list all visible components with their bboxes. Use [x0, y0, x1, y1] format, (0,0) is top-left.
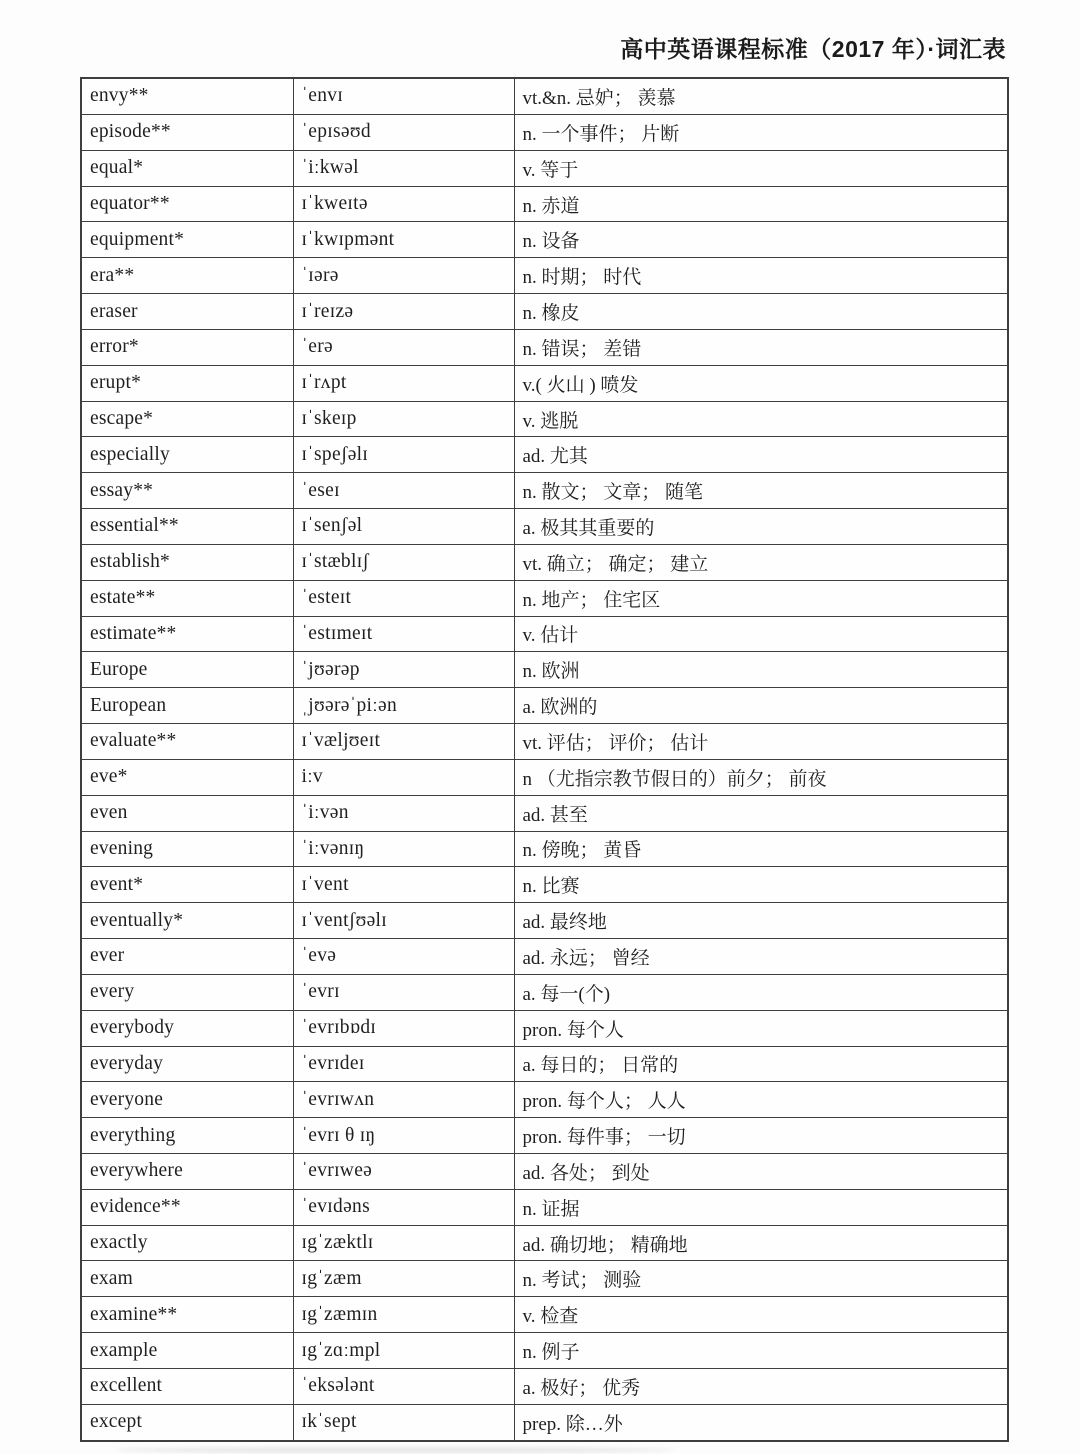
word-cell: era**	[81, 258, 293, 294]
definition-cell: n. 一个事件； 片断	[514, 114, 1008, 150]
word-cell: excellent	[81, 1368, 293, 1404]
pronunciation-cell: ɪˈrʌpt	[293, 365, 514, 401]
table-row	[81, 186, 1008, 222]
pronunciation-cell: ˈevrɪ	[293, 974, 514, 1010]
table-row	[81, 759, 1008, 795]
table-row	[81, 544, 1008, 580]
definition-cell: a. 欧洲的	[514, 688, 1008, 724]
definition-cell: vt.&n. 忌妒； 羡慕	[514, 78, 1008, 114]
table-row	[81, 1225, 1008, 1261]
word-cell: error*	[81, 329, 293, 365]
pronunciation-cell: ɪˈreɪzə	[293, 294, 514, 330]
word-cell: eventually*	[81, 903, 293, 939]
pronunciation-cell: ɪgˈzɑːmpl	[293, 1333, 514, 1369]
word-cell: evidence**	[81, 1189, 293, 1225]
definition-cell: n. 赤道	[514, 186, 1008, 222]
table-row	[81, 78, 1008, 114]
word-cell: equal*	[81, 150, 293, 186]
pronunciation-cell: ɪˈkweɪtə	[293, 186, 514, 222]
word-cell: everyday	[81, 1046, 293, 1082]
page-title: 高中英语课程标准（2017 年）·词汇表	[620, 36, 1006, 62]
pronunciation-cell: ˈiːvən	[293, 795, 514, 831]
definition-cell: n （尤指宗教节假日的）前夕； 前夜	[514, 759, 1008, 795]
pronunciation-cell: ˈevrɪ θ ɪŋ	[293, 1118, 514, 1154]
definition-cell: v. 估计	[514, 616, 1008, 652]
word-cell: eraser	[81, 294, 293, 330]
word-cell: estimate**	[81, 616, 293, 652]
pronunciation-cell: ɪˈstæblɪʃ	[293, 544, 514, 580]
pronunciation-cell: ɪˈkwɪpmənt	[293, 222, 514, 258]
pronunciation-cell: ˈenvɪ	[293, 78, 514, 114]
table-row	[81, 329, 1008, 365]
word-cell: equipment*	[81, 222, 293, 258]
table-row	[81, 1082, 1008, 1118]
table-row	[81, 1118, 1008, 1154]
pronunciation-cell: ˈevrɪdeɪ	[293, 1046, 514, 1082]
definition-cell: a. 极其其重要的	[514, 509, 1008, 545]
scan-artifact	[115, 1447, 675, 1453]
definition-cell: pron. 每个人； 人人	[514, 1082, 1008, 1118]
table-row	[81, 724, 1008, 760]
definition-cell: n. 散文； 文章； 随笔	[514, 473, 1008, 509]
table-row	[81, 688, 1008, 724]
table-row	[81, 473, 1008, 509]
definition-cell: ad. 尤其	[514, 437, 1008, 473]
table-row	[81, 1261, 1008, 1297]
definition-cell: a. 极好； 优秀	[514, 1368, 1008, 1404]
pronunciation-cell: ɪgˈzæktlɪ	[293, 1225, 514, 1261]
pronunciation-cell: ˌjʊərəˈpiːən	[293, 688, 514, 724]
pronunciation-cell: ˈeseɪ	[293, 473, 514, 509]
word-cell: European	[81, 688, 293, 724]
pronunciation-cell: ˈeksələnt	[293, 1368, 514, 1404]
word-cell: everyone	[81, 1082, 293, 1118]
definition-cell: v. 等于	[514, 150, 1008, 186]
pronunciation-cell: ˈevrɪweə	[293, 1153, 514, 1189]
table-row	[81, 1046, 1008, 1082]
pronunciation-cell: ɪgˈzæm	[293, 1261, 514, 1297]
definition-cell: v. 检查	[514, 1297, 1008, 1333]
word-cell: evening	[81, 831, 293, 867]
word-cell: everybody	[81, 1010, 293, 1046]
definition-cell: ad. 各处； 到处	[514, 1153, 1008, 1189]
pronunciation-cell: ɪˈventʃʊəlɪ	[293, 903, 514, 939]
word-cell: evaluate**	[81, 724, 293, 760]
definition-cell: n. 橡皮	[514, 294, 1008, 330]
pronunciation-cell: ˈestɪmeɪt	[293, 616, 514, 652]
word-cell: except	[81, 1404, 293, 1441]
definition-cell: ad. 最终地	[514, 903, 1008, 939]
table-row	[81, 1368, 1008, 1404]
definition-cell: v. 逃脱	[514, 401, 1008, 437]
pronunciation-cell: ˈerə	[293, 329, 514, 365]
word-cell: erupt*	[81, 365, 293, 401]
word-cell: even	[81, 795, 293, 831]
definition-cell: ad. 甚至	[514, 795, 1008, 831]
pronunciation-cell: ɪˈvæljʊeɪt	[293, 724, 514, 760]
table-row	[81, 974, 1008, 1010]
word-cell: estate**	[81, 580, 293, 616]
definition-cell: v.( 火山 ) 喷发	[514, 365, 1008, 401]
definition-cell: n. 欧洲	[514, 652, 1008, 688]
table-row	[81, 150, 1008, 186]
table-row	[81, 437, 1008, 473]
word-cell: especially	[81, 437, 293, 473]
pronunciation-cell: ˈiːvənɪŋ	[293, 831, 514, 867]
vocabulary-table	[80, 77, 1009, 1442]
word-cell: envy**	[81, 78, 293, 114]
pronunciation-cell: ˈepɪsəʊd	[293, 114, 514, 150]
table-row	[81, 509, 1008, 545]
table-row	[81, 365, 1008, 401]
pronunciation-cell: ˈevrɪbɒdɪ	[293, 1010, 514, 1046]
table-row	[81, 401, 1008, 437]
pronunciation-cell: ˈɪərə	[293, 258, 514, 294]
word-cell: everything	[81, 1118, 293, 1154]
definition-cell: n. 傍晚； 黄昏	[514, 831, 1008, 867]
table-row	[81, 1297, 1008, 1333]
pronunciation-cell: ɪˈspeʃəlɪ	[293, 437, 514, 473]
definition-cell: n. 时期； 时代	[514, 258, 1008, 294]
table-row	[81, 831, 1008, 867]
definition-cell: pron. 每件事； 一切	[514, 1118, 1008, 1154]
table-row	[81, 294, 1008, 330]
pronunciation-cell: ɪkˈsept	[293, 1404, 514, 1441]
pronunciation-cell: ɪˈsenʃəl	[293, 509, 514, 545]
word-cell: everywhere	[81, 1153, 293, 1189]
word-cell: escape*	[81, 401, 293, 437]
word-cell: Europe	[81, 652, 293, 688]
table-row	[81, 1153, 1008, 1189]
definition-cell: a. 每一(个)	[514, 974, 1008, 1010]
word-cell: event*	[81, 867, 293, 903]
word-cell: essential**	[81, 509, 293, 545]
word-cell: every	[81, 974, 293, 1010]
pronunciation-cell: ˈevrɪwʌn	[293, 1082, 514, 1118]
word-cell: episode**	[81, 114, 293, 150]
word-cell: exam	[81, 1261, 293, 1297]
word-cell: establish*	[81, 544, 293, 580]
definition-cell: n. 地产； 住宅区	[514, 580, 1008, 616]
word-cell: eve*	[81, 759, 293, 795]
table-row	[81, 1404, 1008, 1441]
definition-cell: n. 设备	[514, 222, 1008, 258]
table-row	[81, 652, 1008, 688]
pronunciation-cell: iːv	[293, 759, 514, 795]
word-cell: exactly	[81, 1225, 293, 1261]
definition-cell: pron. 每个人	[514, 1010, 1008, 1046]
table-row	[81, 580, 1008, 616]
table-row	[81, 795, 1008, 831]
pronunciation-cell: ˈiːkwəl	[293, 150, 514, 186]
definition-cell: vt. 评估； 评价； 估计	[514, 724, 1008, 760]
pronunciation-cell: ɪˈvent	[293, 867, 514, 903]
word-cell: example	[81, 1333, 293, 1369]
pronunciation-cell: ɪˈskeɪp	[293, 401, 514, 437]
definition-cell: prep. 除…外	[514, 1404, 1008, 1441]
word-cell: equator**	[81, 186, 293, 222]
table-row	[81, 616, 1008, 652]
pronunciation-cell: ˈesteɪt	[293, 580, 514, 616]
table-row	[81, 1189, 1008, 1225]
table-row	[81, 939, 1008, 975]
pronunciation-cell: ɪgˈzæmɪn	[293, 1297, 514, 1333]
table-row	[81, 114, 1008, 150]
vocab-table-body	[81, 78, 1008, 1441]
pronunciation-cell: ˈjʊərəp	[293, 652, 514, 688]
definition-cell: a. 每日的； 日常的	[514, 1046, 1008, 1082]
definition-cell: n. 考试； 测验	[514, 1261, 1008, 1297]
definition-cell: n. 错误； 差错	[514, 329, 1008, 365]
definition-cell: vt. 确立； 确定； 建立	[514, 544, 1008, 580]
word-cell: ever	[81, 939, 293, 975]
definition-cell: n. 比赛	[514, 867, 1008, 903]
definition-cell: n. 证据	[514, 1189, 1008, 1225]
definition-cell: ad. 确切地； 精确地	[514, 1225, 1008, 1261]
table-row	[81, 258, 1008, 294]
pronunciation-cell: ˈevɪdəns	[293, 1189, 514, 1225]
table-row	[81, 903, 1008, 939]
word-cell: essay**	[81, 473, 293, 509]
definition-cell: ad. 永远； 曾经	[514, 939, 1008, 975]
table-row	[81, 867, 1008, 903]
word-cell: examine**	[81, 1297, 293, 1333]
table-row	[81, 1010, 1008, 1046]
table-row	[81, 1333, 1008, 1369]
definition-cell: n. 例子	[514, 1333, 1008, 1369]
pronunciation-cell: ˈevə	[293, 939, 514, 975]
table-row	[81, 222, 1008, 258]
